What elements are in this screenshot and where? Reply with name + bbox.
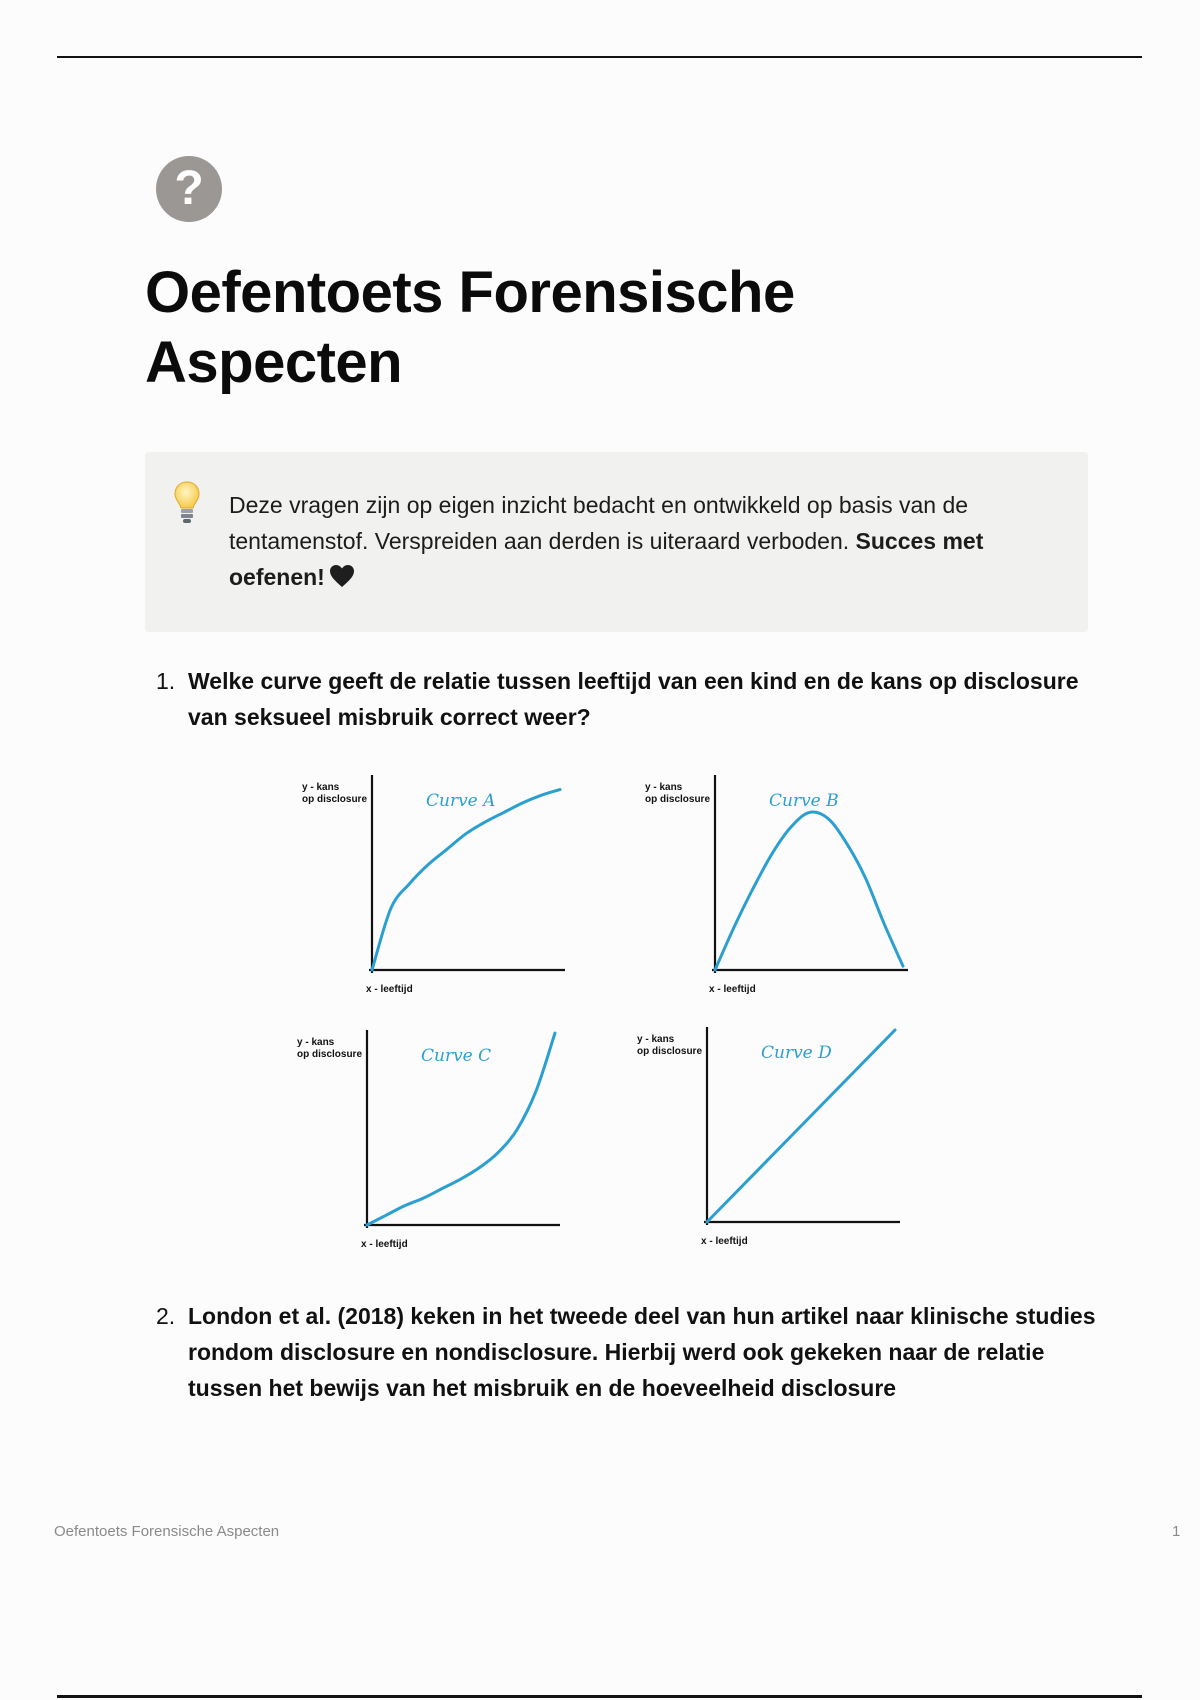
footer-page-number: 1 bbox=[1172, 1523, 1181, 1540]
question-text: London et al. (2018) keken in het tweede deel van hun artikel naar klinische studies rondom disclosure en nondisclosure. Hierbij werd ook gekeken naar de relatie tussen het bewijs van het misbruik en de hoeveelheid disclosure bbox=[188, 1303, 1096, 1401]
y-axis-label: y - kans bbox=[637, 1034, 675, 1045]
y-axis-label: y - kans bbox=[645, 782, 683, 793]
series-line bbox=[372, 790, 560, 970]
footer-title: Oefentoets Forensische Aspecten bbox=[54, 1523, 280, 1540]
x-axis-label: x - leeftijd bbox=[701, 1236, 748, 1247]
black-heart-icon bbox=[329, 564, 355, 588]
y-axis-label: op disclosure bbox=[637, 1046, 703, 1057]
curves-svg bbox=[285, 770, 925, 1260]
series-line bbox=[715, 812, 903, 970]
top-rule bbox=[57, 56, 1142, 58]
question-mark-circle-icon: ? bbox=[156, 156, 222, 222]
y-axis-label: op disclosure bbox=[297, 1049, 363, 1060]
callout-bold: Succes met oefenen! bbox=[229, 528, 984, 590]
y-axis-label: y - kans bbox=[297, 1037, 335, 1048]
x-axis-label: x - leeftijd bbox=[366, 984, 413, 995]
question-number: 1. bbox=[156, 668, 176, 694]
curves-figure bbox=[285, 770, 925, 1260]
page-title: Oefentoets Forensische Aspecten bbox=[145, 260, 795, 395]
question-number: 2. bbox=[156, 1303, 176, 1329]
lightbulb-icon bbox=[173, 480, 201, 526]
question-1 bbox=[156, 663, 1096, 735]
chart-title: Curve C bbox=[421, 1046, 492, 1066]
chart-title: Curve B bbox=[769, 791, 839, 811]
x-axis-label: x - leeftijd bbox=[361, 1239, 408, 1250]
chart-title: Curve A bbox=[426, 791, 496, 811]
chart-title: Curve D bbox=[761, 1043, 832, 1063]
y-axis-label: y - kans bbox=[302, 782, 340, 793]
y-axis-label: op disclosure bbox=[302, 794, 368, 805]
callout bbox=[145, 452, 1088, 632]
question-text: Welke curve geeft de relatie tussen leeftijd van een kind en de kans op disclosure van seksueel misbruik correct weer? bbox=[188, 668, 1079, 730]
callout-body: Deze vragen zijn op eigen inzicht bedacht en ontwikkeld op basis van de tentamenstof. Verspreiden aan derden is uiteraard verboden. bbox=[229, 492, 969, 554]
y-axis-label: op disclosure bbox=[645, 794, 711, 805]
callout-text bbox=[229, 487, 1059, 595]
question-2 bbox=[156, 1298, 1096, 1406]
x-axis-label: x - leeftijd bbox=[709, 984, 756, 995]
bottom-rule bbox=[57, 1695, 1142, 1698]
